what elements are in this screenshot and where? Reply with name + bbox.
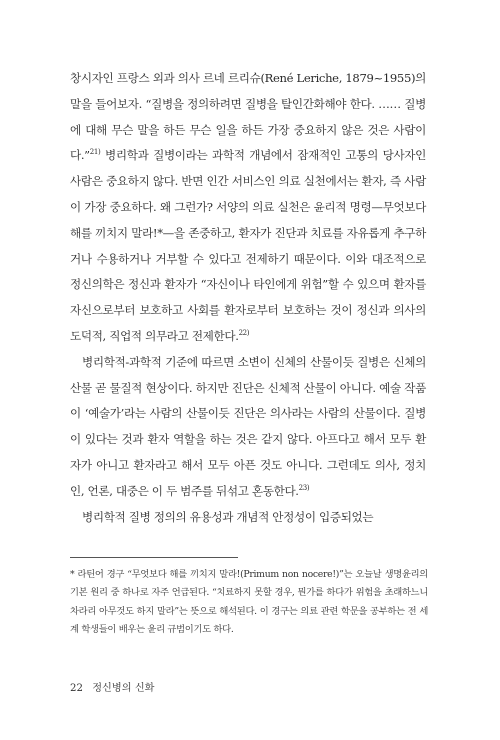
body-text	[70, 66, 426, 530]
footnote-ref-22: 22)	[238, 329, 250, 338]
page-number: 22	[70, 683, 83, 694]
page-footer	[70, 679, 155, 694]
footnote-ref-21: 21)	[89, 148, 101, 157]
paragraph-1	[70, 66, 426, 350]
footnote-ref-23: 23)	[298, 483, 310, 492]
paragraph-2-text: 병리학적-과학적 기준에 따르면 소변이 신체의 산물이듯 질병은 신체의 산물 곧 물질적 현상이다. 하지만 진단은 신체적 산물이 아니다. 예술 작품이 ‘예술가’라는 사람의 산물이듯 진단은 의사라는 사람의 산물이다. 질병이 있다는 것과 환자 역할을 하는 것은 같지 않다. 아프다고 해서 모두 환자가 아니고 환자라고 해서 모두 아픈 것도 아니다. 그런데도 의사, 정치인, 언론, 대중은 이 두 범주를 뒤섞고 혼동한다.	[70, 354, 426, 498]
footnote: * 라틴어 경구 “무엇보다 해를 끼치지 말라!(Primum non nocere!)”는 오늘날 생명윤리의 기본 원리 중 하나로 자주 언급된다. “치료하지 못할 경우, 뭔가를 하다가 위험을 초래하느니 차라리 아무것도 하지 말라”는 뜻으로 해석된다. 이 경구는 의료 관련 학문을 공부하는 전 세계 학생들이 배우는 윤리 규범이기도 하다.	[70, 569, 428, 636]
footnote-divider	[70, 557, 238, 558]
running-title: 정신병의 신화	[92, 683, 155, 694]
paragraph-2	[70, 350, 426, 505]
paragraph-1-part-b: 병리학과 질병이라는 과학적 개념에서 잠재적인 고통의 당사자인 사람은 중요하지 않다. 반면 인간 서비스인 의료 실천에서는 환자, 즉 사람이 가장 중요하다. 왜 그런가? 서양의 의료 실천은 윤리적 명령—무엇보다 해를 끼치지 말라!*—을 존중하고, 환자가 진단과 치료를 자유롭게 추구하거나 수용하거나 거부할 수 있다고 전제하기 때문이다. 이와 대조적으로 정신의학은 정신과 환자가 “자신이나 타인에게 위험”할 수 있으며 환자를 자신으로부터 보호하고 사회를 환자로부터 보호하는 것이 정신과 의사의 도덕적, 직업적 의무라고 전제한다.	[70, 148, 426, 343]
paragraph-3: 병리학적 질병 정의의 유용성과 개념적 안정성이 입증되었는	[82, 509, 374, 524]
paragraph-1-part-a: 창시자인 프랑스 외과 의사 르네 르리슈(René Leriche, 1879~1955)의 말을 들어보자. “질병을 정의하려면 질병을 탈인간화해야 한다. …… 질병에 대해 무슨 말을 하든 무슨 일을 하든 가장 중요하지 않은 것은 사람이다.”	[70, 71, 426, 163]
